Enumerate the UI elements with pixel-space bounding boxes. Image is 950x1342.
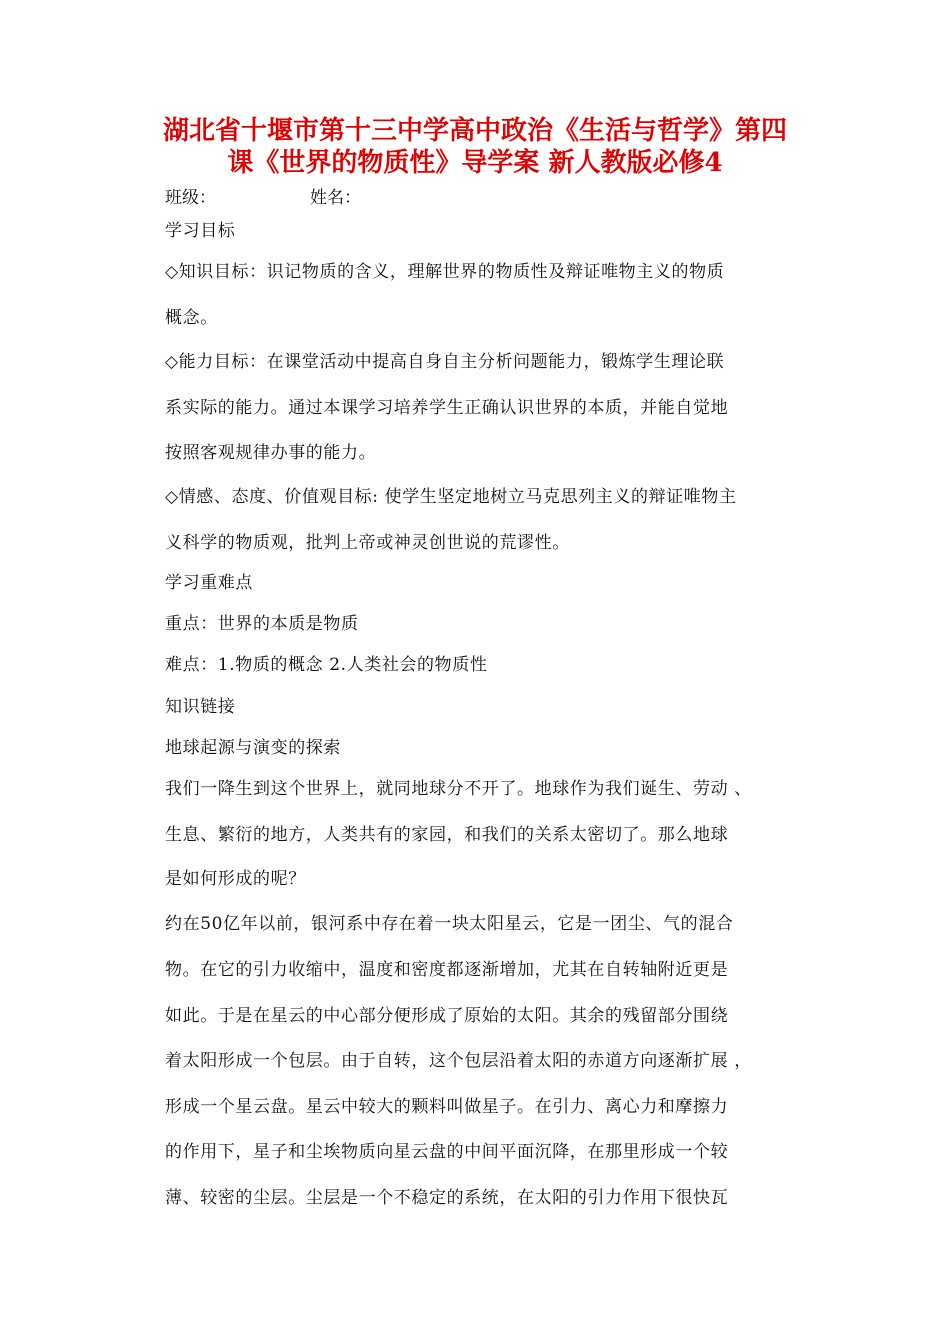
class-label: 班级： (165, 188, 216, 208)
body-line: 着太阳形成一个包层。由于自转，这个包层沿着太阳的赤道方向逐渐扩展 ， (165, 1051, 752, 1071)
body-line: 系实际的能力。通过本课学习培养学生正确认识世界的本质，并能自觉地 (165, 398, 729, 418)
document-title-line-2: 课《世界的物质性》导学案 新人教版必修4 (227, 148, 723, 178)
body-line: 生息、繁衍的地方，人类共有的家园，和我们的关系太密切了。那么地球 (165, 825, 729, 845)
body-line: 重点：世界的本质是物质 (165, 614, 359, 634)
body-line: 是如何形成的呢？ (165, 869, 306, 889)
body-line: 物。在它的引力收缩中，温度和密度都逐渐增加，尤其在自转轴附近更是 (165, 960, 729, 980)
section-heading-knowledge-link: 知识链接 (165, 697, 236, 717)
body-line: ◇知识目标：识记物质的含义，理解世界的物质性及辩证唯物主义的物质 (165, 262, 725, 282)
body-line: 形成一个星云盘。星云中较大的颗料叫做星子。在引力、离心力和摩擦力 (165, 1097, 729, 1117)
body-line: 概念。 (165, 308, 218, 328)
section-heading-key-points: 学习重难点 (165, 573, 253, 593)
section-heading-earth: 地球起源与演变的探索 (165, 738, 341, 758)
body-line: ◇能力目标：在课堂活动中提高自身自主分析问题能力，锻炼学生理论联 (165, 352, 725, 372)
body-line: 按照客观规律办事的能力。 (165, 443, 377, 463)
body-line: 难点：1.物质的概念 2.人类社会的物质性 (165, 655, 488, 675)
section-heading-objectives: 学习目标 (165, 221, 236, 241)
body-line: ◇情感、态度、价值观目标: 使学生坚定地树立马克思列主义的辩证唯物主 (165, 487, 737, 507)
body-line: 如此。于是在星云的中心部分便形成了原始的太阳。其余的残留部分围绕 (165, 1006, 729, 1026)
name-label: 姓名： (310, 188, 361, 208)
body-line: 约在50亿年以前，银河系中存在着一块太阳星云，它是一团尘、气的混合 (165, 914, 734, 934)
body-line: 的作用下，星子和尘埃物质向星云盘的中间平面沉降，在那里形成一个较 (165, 1142, 729, 1162)
body-line: 薄、较密的尘层。尘层是一个不稳定的系统，在太阳的引力作用下很快瓦 (165, 1188, 729, 1208)
body-line: 我们一降生到这个世界上，就同地球分不开了。地球作为我们诞生、劳动 、 (165, 779, 752, 799)
body-line: 义科学的物质观，批判上帝或神灵创世说的荒谬性。 (165, 533, 570, 553)
document-title-line-1: 湖北省十堰市第十三中学高中政治《生活与哲学》第四 (162, 116, 787, 146)
